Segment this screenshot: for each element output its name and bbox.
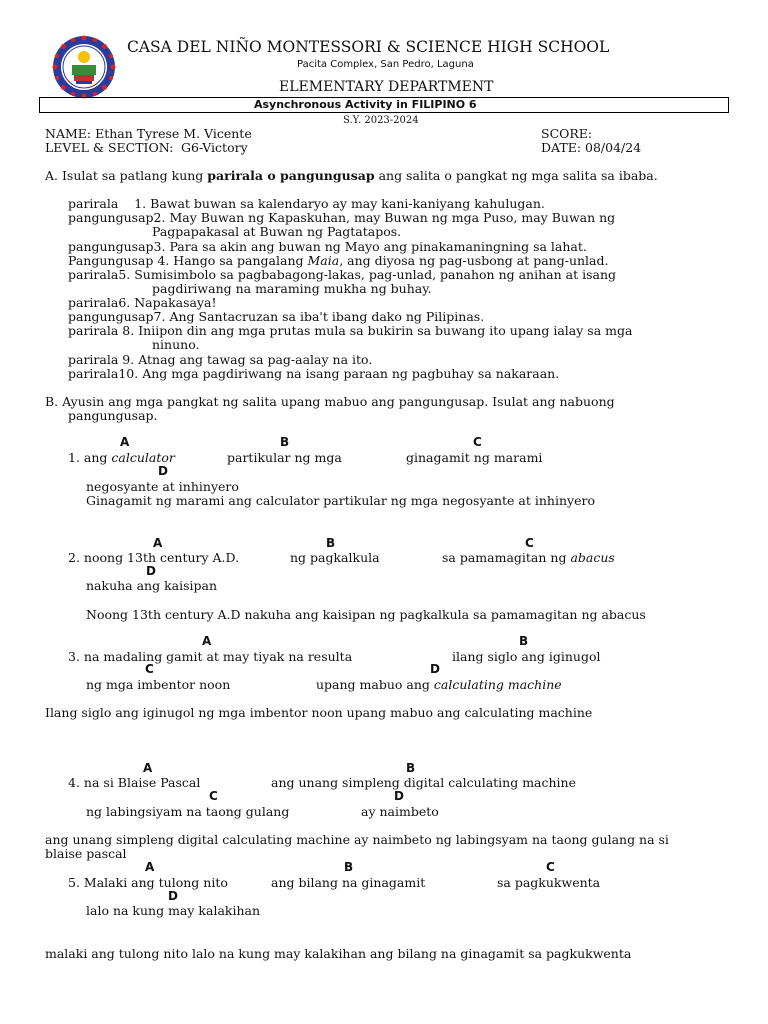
department-title: ELEMENTARY DEPARTMENT <box>279 79 494 95</box>
list-item: parirala 1. Bawat buwan sa kalendaryo ay may kani-kaniyang kahulugan. <box>68 196 545 211</box>
list-item-continuation: Pagpapakasal at Buwan ng Pagtatapos. <box>152 224 402 239</box>
column-letter-b: B <box>280 435 290 449</box>
q4-option-a: 4. na si Blaise Pascal <box>68 775 201 790</box>
column-letter-a: A <box>120 435 130 449</box>
school-name: CASA DEL NIÑO MONTESSORI & SCIENCE HIGH SCHOOL <box>127 38 610 56</box>
column-letter-c: C <box>145 662 154 676</box>
list-item-continuation: pagdiriwang na maraming mukha ng buhay. <box>152 281 432 296</box>
column-letter-a: A <box>145 860 155 874</box>
q5-option-c: sa pagkukwenta <box>497 875 601 890</box>
q1-option-c: ginagamit ng marami <box>406 450 543 465</box>
q4-option-b: ang unang simpleng digital calculating machine <box>271 775 576 790</box>
q3-answer: Ilang siglo ang iginugol ng mga imbentor noon upang mabuo ang calculating machine <box>45 705 593 720</box>
level-section-label: LEVEL & SECTION: <box>45 140 174 155</box>
q4-answer: ang unang simpleng digital calculating machine ay naimbeto ng labingsyam na taong gulang na si <box>45 832 669 847</box>
list-item: Pangungusap 4. Hango sa pangalang Maia, ang diyosa ng pag-usbong at pang-unlad. <box>68 253 609 268</box>
list-item: pangungusap2. May Buwan ng Kapaskuhan, may Buwan ng mga Puso, may Buwan ng <box>68 210 616 225</box>
column-letter-b: B <box>326 536 336 550</box>
q1-option-d: negosyante at inhinyero <box>86 479 239 494</box>
column-letter-d: D <box>430 662 440 676</box>
q1-option-b: partikular ng mga <box>227 450 342 465</box>
q3-option-b: ilang siglo ang iginugol <box>452 649 601 664</box>
column-letter-d: D <box>394 789 404 803</box>
list-item: parirala 9. Atnag ang tawag sa pag-aalay na ito. <box>68 352 373 367</box>
q1-option-a: 1. ang calculator <box>68 450 175 465</box>
q5-answer: malaki ang tulong nito lalo na kung may kalakihan ang bilang na ginagamit sa pagkukwenta <box>45 946 632 961</box>
q4-answer-cont: blaise pascal <box>45 846 127 861</box>
column-letter-d: D <box>158 464 168 478</box>
q5-option-a: 5. Malaki ang tulong nito <box>68 875 228 890</box>
column-letter-c: C <box>209 789 218 803</box>
q2-option-b: ng pagkalkula <box>290 550 380 565</box>
list-item-continuation: ninuno. <box>152 337 200 352</box>
column-letter-d: D <box>168 889 178 903</box>
part-b-instructions-cont: pangungusap. <box>68 408 158 423</box>
column-letter-b: B <box>519 634 529 648</box>
list-item: parirala 8. Iniipon din ang mga prutas mula sa bukirin sa buwang ito upang ialay sa mga <box>68 323 633 338</box>
school-year: S.Y. 2023-2024 <box>343 115 419 126</box>
q2-option-d: nakuha ang kaisipan <box>86 578 218 593</box>
q5-option-d: lalo na kung may kalakihan <box>86 903 261 918</box>
q4-option-c: ng labingsiyam na taong gulang <box>86 804 290 819</box>
q2-option-c: sa pamamagitan ng abacus <box>442 550 615 565</box>
column-letter-a: A <box>202 634 212 648</box>
q5-option-b: ang bilang na ginagamit <box>271 875 426 890</box>
column-letter-c: C <box>473 435 482 449</box>
part-a-instructions: A. Isulat sa patlang kung parirala o pangungusap ang salita o pangkat ng mga salita sa ibaba. <box>45 168 658 183</box>
q1-answer: Ginagamit ng marami ang calculator partikular ng mga negosyante at inhinyero <box>86 493 595 508</box>
column-letter-a: A <box>143 761 153 775</box>
q2-option-a: 2. noong 13th century A.D. <box>68 550 240 565</box>
school-address: Pacita Complex, San Pedro, Laguna <box>297 59 474 70</box>
column-letter-a: A <box>153 536 163 550</box>
q3-option-a: 3. na madaling gamit at may tiyak na resulta <box>68 649 353 664</box>
column-letter-b: B <box>344 860 354 874</box>
q4-option-d: ay naimbeto <box>361 804 439 819</box>
column-letter-c: C <box>525 536 534 550</box>
list-item: parirala6. Napakasaya! <box>68 295 217 310</box>
column-letter-d: D <box>146 564 156 578</box>
q3-option-d: upang mabuo ang calculating machine <box>316 677 562 692</box>
q2-answer: Noong 13th century A.D nakuha ang kaisipan ng pagkalkula sa pamamagitan ng abacus <box>86 607 646 622</box>
school-seal-logo <box>52 35 116 99</box>
q3-option-c: ng mga imbentor noon <box>86 677 231 692</box>
list-item: parirala5. Sumisimbolo sa pagbabagong-lakas, pag-unlad, panahon ng anihan at isang <box>68 267 616 282</box>
column-letter-c: C <box>546 860 555 874</box>
score-label: SCORE: <box>541 126 593 141</box>
student-name: NAME: Ethan Tyrese M. Vicente <box>45 126 252 141</box>
column-letter-b: B <box>406 761 416 775</box>
list-item: parirala10. Ang mga pagdiriwang na isang paraan ng pagbuhay sa nakaraan. <box>68 366 560 381</box>
activity-title: Asynchronous Activity in FILIPINO 6 <box>254 98 477 111</box>
date-label: DATE: 08/04/24 <box>541 140 642 155</box>
level-section-value: G6-Victory <box>181 140 248 155</box>
list-item: pangungusap7. Ang Santacruzan sa iba't ibang dako ng Pilipinas. <box>68 309 485 324</box>
list-item: pangungusap3. Para sa akin ang buwan ng Mayo ang pinakamaningning sa lahat. <box>68 239 587 254</box>
part-b-instructions: B. Ayusin ang mga pangkat ng salita upang mabuo ang pangungusap. Isulat ang nabuong <box>45 394 615 409</box>
